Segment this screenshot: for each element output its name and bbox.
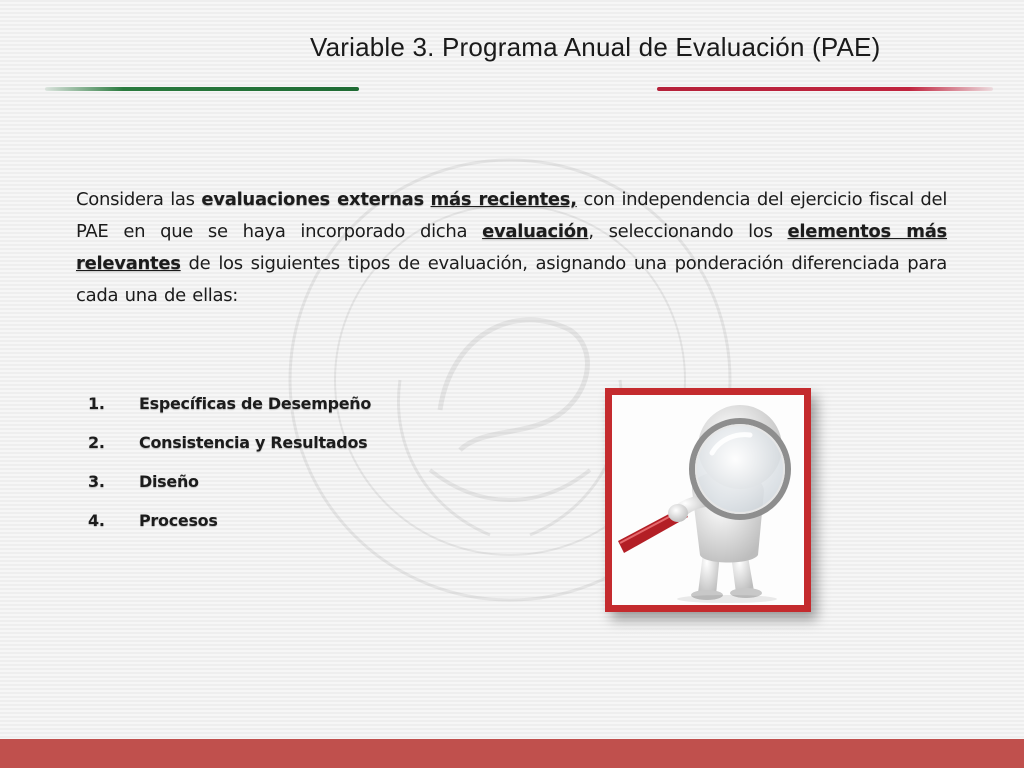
list-item-number: 1. — [88, 394, 105, 413]
footer-bar — [0, 739, 1024, 768]
list-item — [88, 433, 371, 472]
list-item-label: Diseño — [139, 472, 199, 491]
magnifying-glass-figure-icon — [612, 395, 804, 605]
intro-paragraph — [76, 184, 947, 312]
list-item — [88, 472, 371, 511]
intro-bold-most-recent: más recientes, — [430, 189, 577, 210]
evaluation-type-list — [88, 394, 371, 550]
intro-text-3: , seleccionando los — [588, 221, 788, 242]
intro-bold-external-evaluations: evaluaciones externas — [201, 189, 424, 210]
red-divider — [657, 87, 993, 91]
list-item-number: 2. — [88, 433, 105, 452]
list-item-label: Específicas de Desempeño — [139, 394, 372, 413]
intro-bold-relevant-elements: elementos más relevantes — [76, 221, 947, 274]
illustration-frame — [605, 388, 811, 612]
list-item-number: 3. — [88, 472, 105, 491]
slide-title: Variable 3. Programa Anual de Evaluación (PAE) — [310, 32, 881, 62]
intro-text-2: con independencia del ejercicio fiscal del PAE en que se haya incorporado dicha — [76, 189, 948, 242]
green-divider — [45, 87, 359, 91]
list-item-label: Consistencia y Resultados — [139, 433, 368, 452]
intro-space — [424, 189, 431, 210]
intro-bold-evaluation: evaluación — [482, 221, 589, 242]
list-item — [88, 394, 371, 433]
intro-text-1: Considera las — [76, 189, 202, 210]
illustration-image — [612, 395, 804, 605]
list-item — [88, 511, 371, 550]
intro-text-4: de los siguientes tipos de evaluación, asignando una ponderación diferenciada para cada una de ellas: — [76, 253, 947, 306]
list-item-number: 4. — [88, 511, 105, 530]
list-item-label: Procesos — [139, 511, 218, 530]
